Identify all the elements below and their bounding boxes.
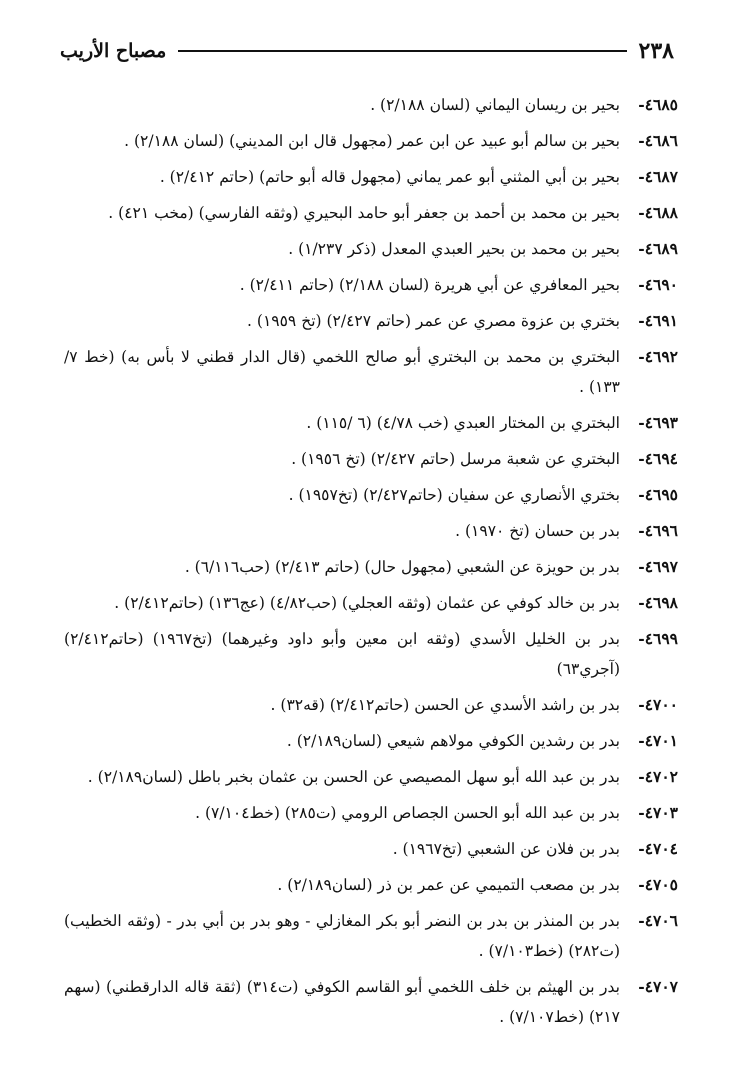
entry-text: بدر بن عبد الله أبو الحسن الجصاص الرومي (ت٢٨٥) (خط٧/١٠٤) . (195, 804, 620, 822)
entry-dash: - (638, 767, 645, 786)
entry-dash: - (638, 131, 645, 150)
entry-number: ٤٦٩١ (644, 311, 678, 330)
entry-text: بحير بن سالم أبو عبيد عن ابن عمر (مجهول قال ابن المديني) (لسان ٢/١٨٨) . (124, 132, 620, 150)
entry-number: ٤٧٠٣ (644, 803, 678, 822)
entry-dash: - (638, 521, 645, 540)
entry-4704 (64, 834, 678, 864)
entry-dash: - (638, 839, 645, 858)
entry-dash: - (638, 167, 645, 186)
entry-number: ٤٧٠٥ (644, 875, 678, 894)
entry-text: بدر بن مصعب التميمي عن عمر بن ذر (لسان٢/١٨٩) . (277, 876, 620, 894)
entry-4698 (64, 588, 678, 618)
entry-number: ٤٦٩٢ (644, 347, 678, 366)
entry-number: ٤٦٩٨ (644, 593, 678, 612)
entry-4690 (64, 270, 678, 300)
entry-number: ٤٧٠٠ (644, 695, 678, 714)
entry-text: بدر بن المنذر بن بدر بن النضر أبو بكر المغازلي - وهو بدر بن أبي بدر - (وثقه الخطيب) (ت٢٨٢) (خط٧/١٠٣) . (64, 912, 620, 960)
entry-text: البختري بن محمد بن البختري أبو صالح اللخمي (قال الدار قطني لا بأس به) (خط ٧/ ١٣٣) . (64, 348, 620, 396)
entry-dash: - (638, 803, 645, 822)
entry-text: بحير بن ريسان اليماني (لسان ٢/١٨٨) . (370, 96, 620, 114)
entry-4685 (64, 90, 678, 120)
entry-dash: - (638, 203, 645, 222)
entry-number: ٤٦٨٥ (644, 95, 678, 114)
entry-dash: - (638, 275, 645, 294)
entry-4697 (64, 552, 678, 582)
entry-text: بحير بن محمد بن بحير العبدي المعدل (ذكر ١/٢٣٧) . (288, 240, 620, 258)
entry-list (64, 90, 678, 1038)
entry-4702 (64, 762, 678, 792)
entry-4706 (64, 906, 678, 966)
entry-number: ٤٧٠٢ (644, 767, 678, 786)
entry-number: ٤٧٠٧ (644, 977, 678, 996)
page-number: ٢٣٨ (638, 38, 674, 64)
entry-text: بدر بن حويزة عن الشعبي (مجهول حال) (حاتم ٢/٤١٣) (حب٦/١١٦) . (184, 558, 620, 576)
entry-number: ٤٦٩٠ (644, 275, 678, 294)
entry-number: ٤٦٨٧ (644, 167, 678, 186)
entry-number: ٤٧٠٦ (644, 911, 678, 930)
entry-dash: - (638, 239, 645, 258)
entry-dash: - (638, 95, 645, 114)
entry-text: بدر بن رشدين الكوفي مولاهم شيعي (لسان٢/١٨٩) . (286, 732, 620, 750)
entry-number: ٤٦٨٦ (644, 131, 678, 150)
book-title: مصباح الأريب (60, 40, 167, 62)
entry-dash: - (638, 413, 645, 432)
entry-text: بدر بن خالد كوفي عن عثمان (وثقه العجلي) (حب٤/٨٢) (عج١٣٦) (حاتم٢/٤١٢) . (114, 594, 620, 612)
entry-4693 (64, 408, 678, 438)
entry-text: بدر بن الخليل الأسدي (وثقه ابن معين وأبو داود وغيرهما) (تخ١٩٦٧) (حاتم٢/٤١٢) (آجري٦٣) (64, 630, 620, 678)
entry-text: بحير المعافري عن أبي هريرة (لسان ٢/١٨٨) (حاتم ٢/٤١١) . (239, 276, 620, 294)
entry-dash: - (638, 449, 645, 468)
entry-dash: - (638, 911, 645, 930)
entry-dash: - (638, 629, 645, 648)
entry-4705 (64, 870, 678, 900)
entry-number: ٤٦٨٨ (644, 203, 678, 222)
entry-dash: - (638, 557, 645, 576)
entry-text: بدر بن حسان (تخ ١٩٧٠) . (455, 522, 620, 540)
entry-number: ٤٦٩٣ (644, 413, 678, 432)
entry-text: بختري الأنصاري عن سفيان (حاتم٢/٤٢٧) (تخ١٩٥٧) . (288, 486, 620, 504)
entry-text: بختري بن عزوة مصري عن عمر (حاتم ٢/٤٢٧) (تخ ١٩٥٩) . (247, 312, 620, 330)
entry-4688 (64, 198, 678, 228)
entry-dash: - (638, 347, 645, 366)
entry-4689 (64, 234, 678, 264)
entry-4692 (64, 342, 678, 402)
entry-number: ٤٦٩٦ (644, 521, 678, 540)
entry-text: بدر بن راشد الأسدي عن الحسن (حاتم٢/٤١٢) (قه٣٢) . (270, 696, 620, 714)
page-header (60, 36, 674, 66)
entry-dash: - (638, 311, 645, 330)
entry-text: بدر بن فلان عن الشعبي (تخ١٩٦٧) . (392, 840, 620, 858)
entry-number: ٤٦٩٥ (644, 485, 678, 504)
header-rule (178, 50, 626, 52)
entry-text: البختري عن شعبة مرسل (حاتم ٢/٤٢٧) (تخ ١٩٥٦) . (291, 450, 620, 468)
entry-4695 (64, 480, 678, 510)
entry-4691 (64, 306, 678, 336)
entry-number: ٤٦٩٧ (644, 557, 678, 576)
entry-number: ٤٦٨٩ (644, 239, 678, 258)
entry-4686 (64, 126, 678, 156)
entry-text: البختري بن المختار العبدي (خب ٤/٧٨) (٦ /١١٥) . (306, 414, 620, 432)
entry-text: بحير بن أبي المثني أبو عمر يماني (مجهول قاله أبو حاتم) (حاتم ٢/٤١٢) . (159, 168, 620, 186)
entry-number: ٤٦٩٩ (644, 629, 678, 648)
entry-dash: - (638, 695, 645, 714)
entry-dash: - (638, 485, 645, 504)
entry-dash: - (638, 977, 645, 996)
entry-dash: - (638, 875, 645, 894)
entry-number: ٤٧٠١ (644, 731, 678, 750)
entry-dash: - (638, 593, 645, 612)
entry-text: بحير بن محمد بن أحمد بن جعفر أبو حامد البحيري (وثقه الفارسي) (مخب ٤٢١) . (108, 204, 620, 222)
entry-4703 (64, 798, 678, 828)
entry-text: بدر بن عبد الله أبو سهل المصيصي عن الحسن بن عثمان بخبر باطل (لسان٢/١٨٩) . (87, 768, 620, 786)
entry-4700 (64, 690, 678, 720)
entry-4696 (64, 516, 678, 546)
entry-text: بدر بن الهيثم بن خلف اللخمي أبو القاسم الكوفي (ت٣١٤) (ثقة قاله الدارقطني) (سهم ٢١٧) (خط٧/١٠٧) . (64, 978, 620, 1026)
entry-number: ٤٧٠٤ (644, 839, 678, 858)
entry-4699 (64, 624, 678, 684)
entry-dash: - (638, 731, 645, 750)
entry-4707 (64, 972, 678, 1032)
entry-4701 (64, 726, 678, 756)
entry-number: ٤٦٩٤ (644, 449, 678, 468)
entry-4687 (64, 162, 678, 192)
entry-4694 (64, 444, 678, 474)
